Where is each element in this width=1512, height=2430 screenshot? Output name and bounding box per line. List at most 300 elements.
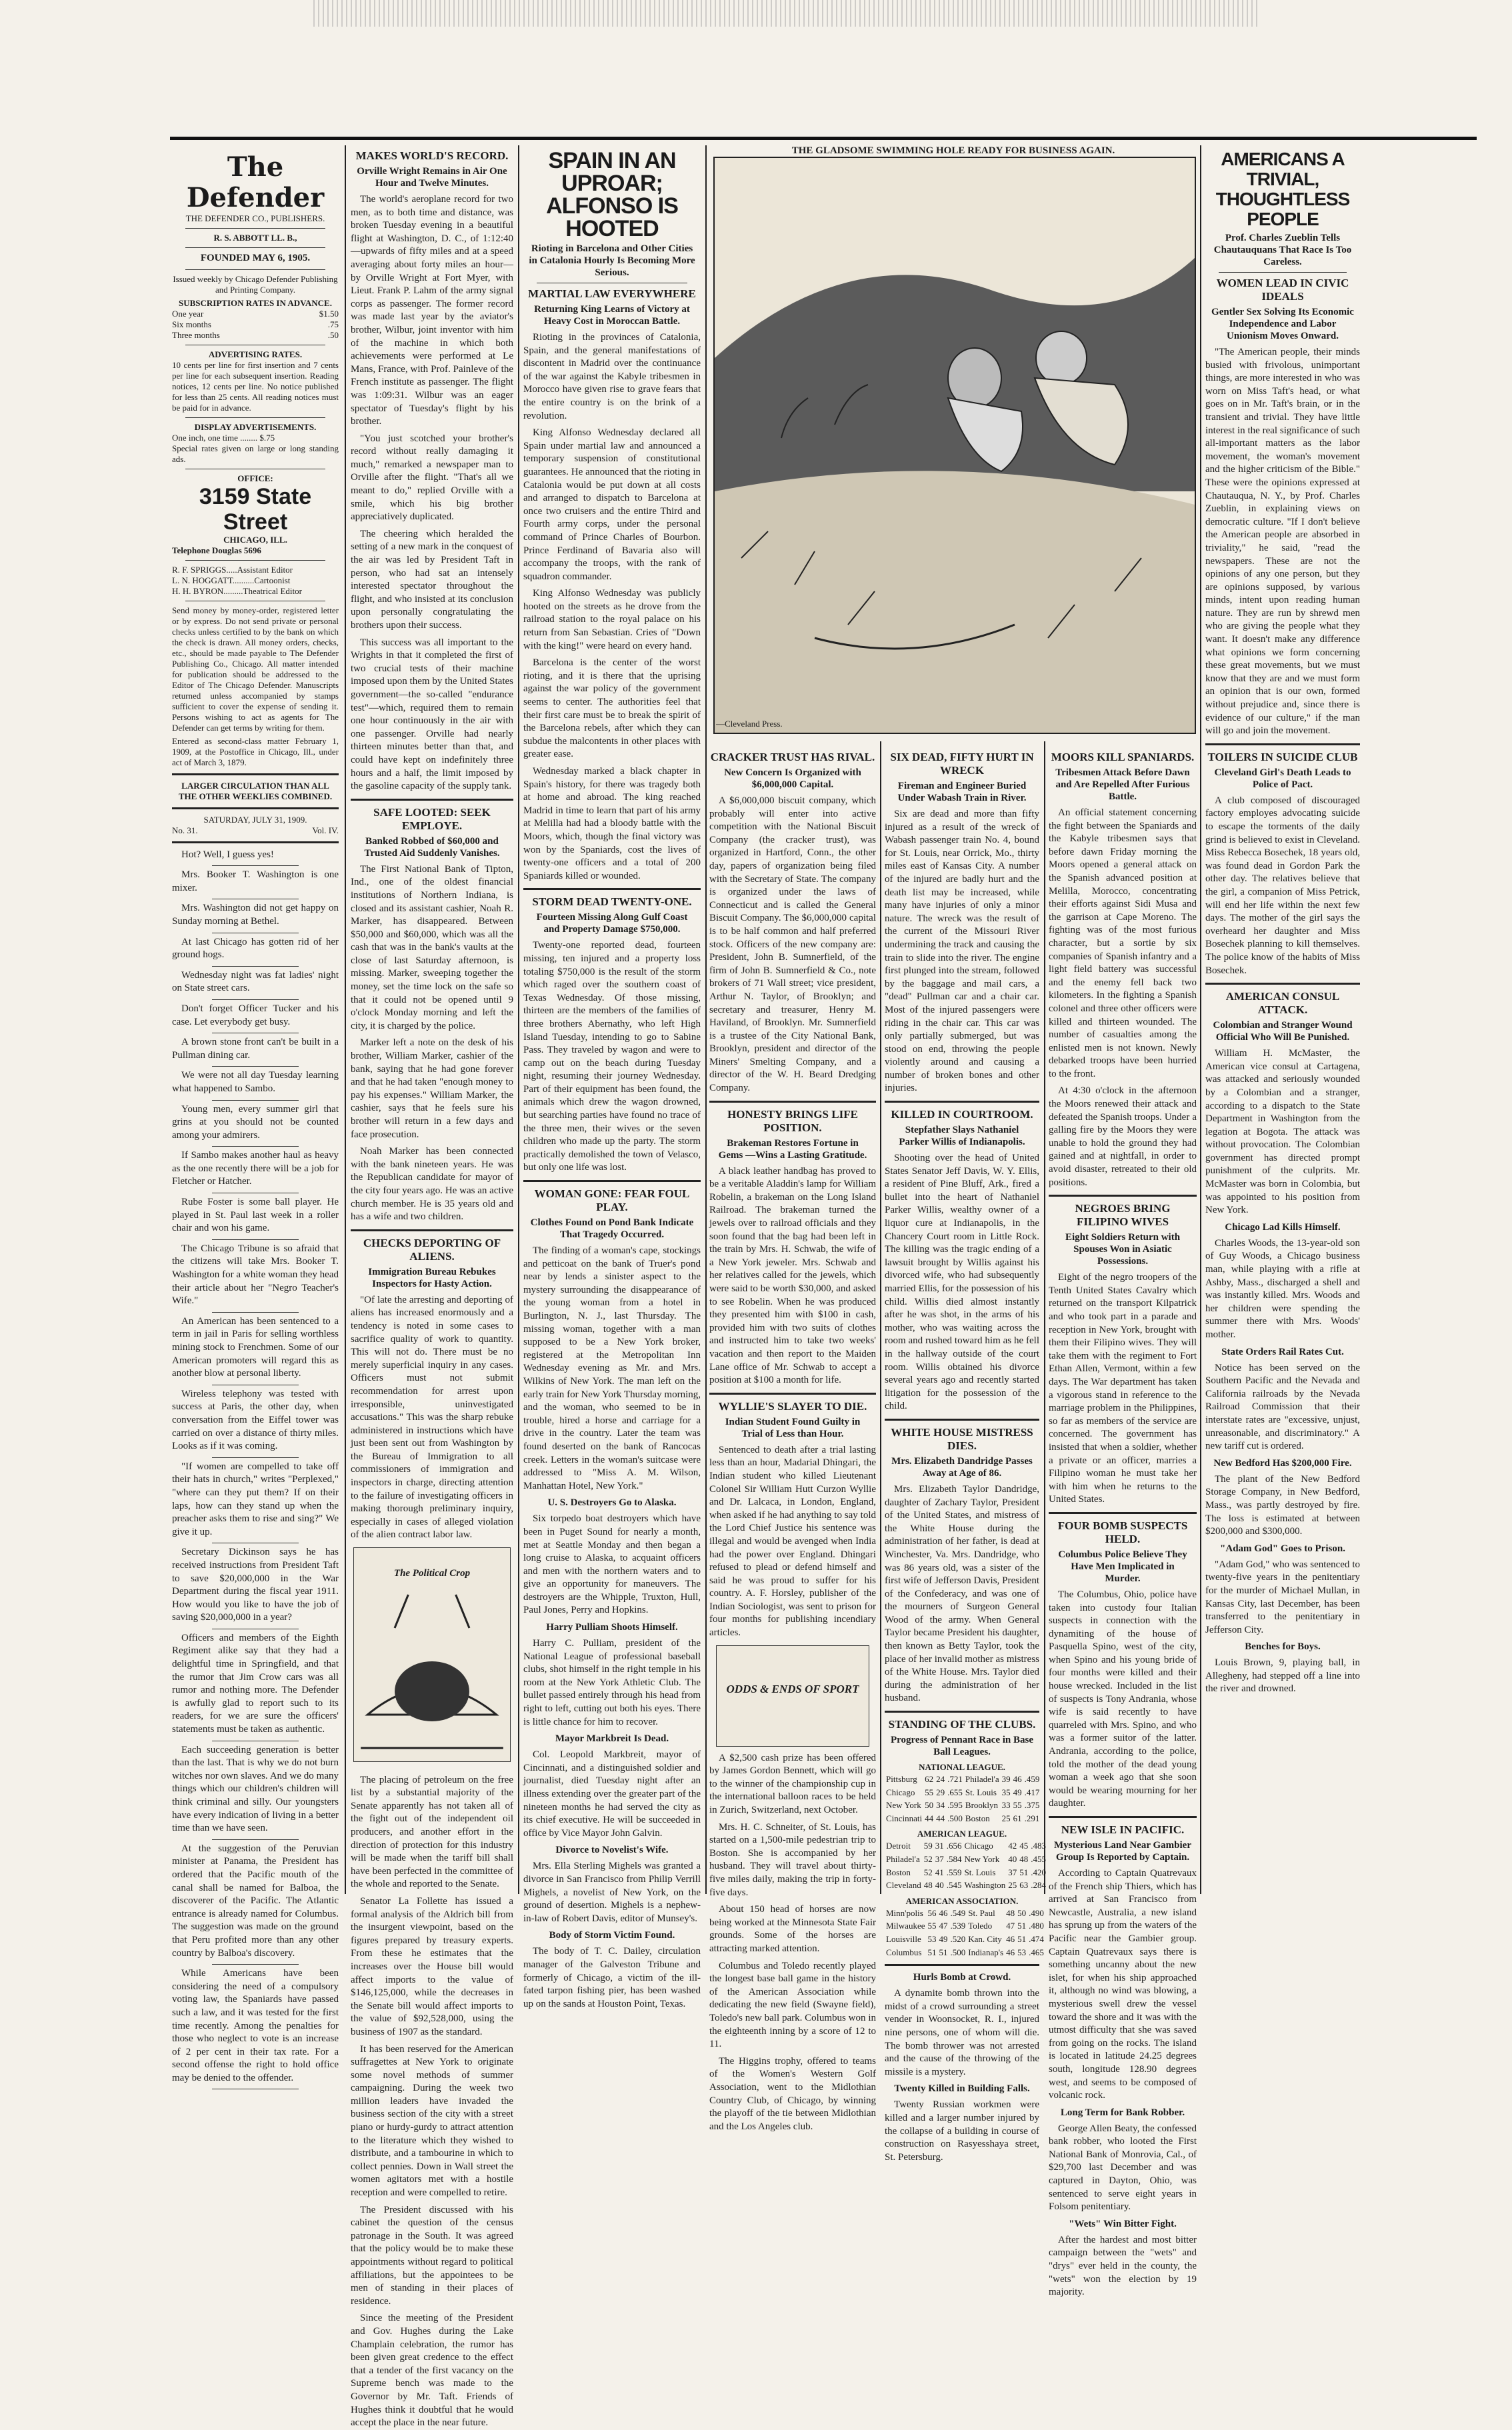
table-cell: .375 <box>1024 1800 1040 1811</box>
brief: Col. Leopold Markbreit, mayor of Cincinnati, and a distinguished soldier and journalist, died Tuesday night after an illness extending over the greater part of the nineteen months he had served the city as its chief executive. He will be succeeded in office by Vice Mayor John Galvin. <box>523 1749 701 1839</box>
brief: Charles Woods, the 13-year-old son of Guy Woods, a Chicago business man, while playing with a rifle at Ashby, Mass., discharged a shell and was instantly killed. Mrs. Woods and her children were spending the summer there with Mrs. Woods' mother. <box>1205 1237 1360 1340</box>
paragraph: Mrs. Elizabeth Taylor Dandridge, daughter of Zachary Taylor, President of the United States, and mistress of the White House during the administration of her father, is dead at Winchester, Va. Mrs. Dandridge, who was 86 years old, was a sister of the first wife of Jefferson Davis, President of the Confederacy, and was one of the mourners of Surgeon General Wood of the army. When General Taylor became President his daughter, then known as Betty Taylor, took the place of her invalid mother as mistress of the White House. Mrs. Taylor died during the administration of her husband. <box>885 1483 1039 1704</box>
paragraph: A $2,500 cash prize has been offered by James Gordon Bennett, which will go to the winner of the championship cup in the international balloon races to be held in Zurich, Switzerland, next October. <box>709 1752 876 1816</box>
paragraph: Senator La Follette has issued a formal analysis of the Aldrich bill from the insurgent viewpoint, based on the figures prepared by treasury experts. From these he estimates that the increases over the House bill would affect imports to the value of $146,125,000, while the decreases in the Senate bill would affect imports to the value of $92,528,000, using the business of 1907 as the standard. <box>351 1895 513 2037</box>
headline: FOUR BOMB SUSPECTS HELD. <box>1057 1519 1188 1545</box>
paragraph: Marker left a note on the desk of his brother, William Marker, cashier of the bank, saying that he had gone forever and that he had taken "enough money to pay his expenses." William Marker, the cashier, says that he feels sure his brother will return in a few days and face prosecution. <box>351 1037 513 1140</box>
table-cell: Columbus <box>886 1947 922 1957</box>
headline: WYLLIE'S SLAYER TO DIE. <box>718 1399 867 1413</box>
headline: CRACKER TRUST HAS RIVAL. <box>710 751 875 763</box>
headline: MARTIAL LAW EVERYWHERE <box>528 287 696 300</box>
paragraph: The cheering which heralded the setting of a new mark in the conquest of the air was led by President Taft in person, who had sat an intensely interested spectator throughout the flight, and who insisted at its conclusion upon personally congratulating the brothers upon their success. <box>351 528 513 631</box>
masthead-title: The Defender <box>186 151 325 213</box>
column-rule <box>518 145 519 1894</box>
league-name: NATIONAL LEAGUE. <box>919 1762 1005 1773</box>
headline: WOMAN GONE: FEAR FOUL PLAY. <box>534 1187 690 1214</box>
paragraph: Twenty-one reported dead, fourteen missing, ten injured and a property loss totaling $750,000 is the result of the storm which raged over the southern coast of Texas Wednesday. Of those missing, thirteen are the members of the families of three brothers Abernathy, who left High Island Tuesday, intending to go to Sabine Pass. They traveled by wagon and were to camp out on the beach during Tuesday night, resuming their journey Wednesday. Part of their equipment has been found, the animals which drew the wagon drowned, but searching parties have found no trace of the three men, their wives or the seven children who made up the party. The storm practically demolished the town of Velasco, but only one life was lost. <box>523 940 701 1173</box>
paragraph: This success was all important to the Wrights in that it completed the first of two crucial tests of their machine imposed upon them by the United States government—the so-called "endurance test"—which, required them to remain one hour continuously in the air with one passenger. Orville had nearly thirteen minutes better than that, and could have kept on indefinitely three hours and a half, the limit imposed by the gasoline capacity of the supply tank. <box>351 637 513 792</box>
table-cell: 34 <box>936 1800 945 1811</box>
issue-date: SATURDAY, JULY 31, 1909. <box>203 814 307 825</box>
table-cell: .549 <box>950 1907 966 1918</box>
table-cell: St. Louis <box>965 1787 997 1797</box>
article-body <box>709 795 876 1095</box>
headline: SIX DEAD, FIFTY HURT IN WRECK <box>890 751 1034 777</box>
table-row <box>885 1773 1041 1786</box>
table-cell: Chicago <box>964 1841 993 1851</box>
table-cell: 46 <box>1013 1774 1022 1785</box>
table-cell: 48 <box>923 1880 933 1891</box>
paragraph: According to Captain Quatrevaux of the French ship Thiers, which has arrived at San Francisco from Newcastle, Australia, a new island has sprung up from the waters of the Pacific near the Gambier group. Captain Quatrevaux says there is something uncanny about the new islet, for when his ship approached it, although no wind was blowing, a mysterious swell drew the vessel toward the shore and it was with the utmost difficulty that she was saved from going on the rocks. The island is located in latitude 24.25 degrees south, longitude 128.90 degrees west, and seems to be composed of volcanic rock. <box>1049 1868 1197 2101</box>
table-row <box>885 1786 1041 1799</box>
headline: WHITE HOUSE MISTRESS DIES. <box>891 1425 1033 1452</box>
table-cell: .545 <box>946 1880 962 1891</box>
table-cell: 53 <box>1017 1947 1027 1957</box>
subscription-head: SUBSCRIPTION RATES IN ADVANCE. <box>179 297 332 308</box>
table-cell: 42 <box>1008 1841 1017 1851</box>
paragraph: "You just scotched your brother's record without really damaging it much," remarked a newspaper man to Orville after the flight. "That's all we meant to do," replied Orville with a smile, which his big brother appreciatively duplicated. <box>351 433 513 523</box>
subheadline: Progress of Pennant Race in Base Ball Leagues. <box>890 1735 1033 1758</box>
headline: AMERICAN CONSUL ATTACK. <box>1225 990 1340 1017</box>
table-cell: Indianap's <box>968 1947 1004 1957</box>
paragraph: King Alfonso Wednesday declared all Spain under martial law and announced a temporary suspension of constitutional guarantees. He announced that the rioting in Catalonia would be put down at all costs and arranged to dispatch to Barcelona at once two cruisers and the entire Third and Fourth army corps, under the personal command of Prince Charles of Bourbon. Prince Ferdinand of Bavaria also will accompany the troops, with the rank of squadron commander. <box>523 427 701 582</box>
table-cell: 25 <box>1001 1813 1011 1823</box>
paragraph: The finding of a woman's cape, stockings and petticoat on the bank of Truer's pond near by lends a sinister aspect to the mystery surrounding the disappearance of the young woman from a hotel in Burlington, N. J., last Thursday. The missing woman, together with a man supposed to be a New York broker, registered at the Metropolitan Inn Wednesday evening as Mr. and Mrs. Wilkins of New York. The man left on the early train for New York Thursday morning, and the woman, who seemed to be in trouble, hired a horse and carriage for a drive in the country. Later the team was found deserted on the bank of Rancocas creek. Letters in the woman's suitcase were addressed to "Miss A. M. Wilson, Manhattan Hotel, New York." <box>523 1245 701 1491</box>
table-cell: .459 <box>1024 1774 1040 1785</box>
table-cell: 39 <box>1001 1774 1011 1785</box>
rate-price: .75 <box>327 319 339 329</box>
subheadline: Clothes Found on Pond Bank Indicate That Tragedy Occurred. <box>530 1217 694 1241</box>
rate-price: .50 <box>327 329 339 340</box>
paragraph: The Columbus, Ohio, police have taken into custody four Italian suspects in connection with the dynamiting of the house of Pasquella Spino, west of the city, when Spino and his young bride of four months were killed and their house wrecked. Included in the list of suspects is Tony Andrania, whose wife is said recently to have quarreled with Mrs. Spino, and who was a former suitor of the latter. Andrania, according to the police, told the mother of the dead young woman a week ago that she soon would be wearing mourning for her daughter. <box>1049 1589 1197 1809</box>
brief: Twenty Russian workmen were killed and a larger number injured by the collapse of a building in course of construction on Rasyesshaya street, St. Petersburg. <box>885 2099 1039 2163</box>
column-2 <box>351 145 513 2429</box>
table-cell: .474 <box>1029 1933 1044 1944</box>
table-cell: 37 <box>935 1854 944 1864</box>
subheadline: Gentler Sex Solving Its Economic Independence and Labor Unionism Moves Onward. <box>1211 307 1354 341</box>
table-row <box>885 1799 1041 1812</box>
table-cell: 51 <box>927 1947 937 1957</box>
table-cell: Minn'polis <box>886 1907 923 1918</box>
city: CHICAGO, ILL. <box>223 534 287 545</box>
headline-americans: AMERICANS A TRIVIAL, THOUGHTLESS PEOPLE <box>1215 149 1350 229</box>
subheadline: Colombian and Stranger Wound Official Who Will Be Punished. <box>1213 1020 1353 1043</box>
table-cell: 55 <box>1013 1800 1022 1811</box>
article-body <box>351 1294 513 1542</box>
subheadline: Cleveland Girl's Death Leads to Police of Pact. <box>1214 767 1351 790</box>
article-body <box>1049 1867 1197 2103</box>
article-body <box>1205 795 1360 977</box>
brief-head: Divorce to Novelist's Wife. <box>555 1845 669 1856</box>
article-body <box>885 1152 1039 1413</box>
table-cell: 31 <box>935 1841 944 1851</box>
table-cell: Cincinnati <box>886 1813 923 1823</box>
headline: NEGROES BRING FILIPINO WIVES <box>1075 1202 1171 1229</box>
table-cell: 41 <box>935 1867 944 1877</box>
rate-term: Three months <box>172 329 220 340</box>
table-cell: 47 <box>939 1921 948 1931</box>
paragraph: "The American people, their minds busied with frivolous, unimportant things, are more interested in who was worn on Miss Taft's head, or what goes on in Mr. Taft's brain, or in the transient and trivial. They have little interest in the real significance of such all-important matters as the labor movement, the woman's movement and the higher criticism of the Bible." These were the opinions expressed at Chautauqua, N. Y., by Prof. Charles Zueblin, in explaining views on democratic culture. "If I don't believe the American people are absorbed in triviality," he said, "read the newspapers. These are not the opinions of any one person, but they are opinions supposed, by various minds, intent upon reading human nature. They are run by shrewd men who are giving the people what they want. It doesn't make any difference what opinions we form concerning these great movements, but we must know that they are and we must form an opinion that is our own, formed without prejudice and, since there is evidence of our culture," if the man will go and join the movement. <box>1205 347 1360 737</box>
brief-head: Harry Pulliam Shoots Himself. <box>546 1622 678 1633</box>
subheadline: Orville Wright Remains in Air One Hour and Twelve Minutes. <box>357 166 507 189</box>
subheadline: Eight Soldiers Return with Spouses Won in Asiatic Possessions. <box>1065 1232 1181 1267</box>
volume: Vol. IV. <box>312 825 339 835</box>
editorial-briefs <box>172 849 339 2090</box>
paragraph: The President discussed with his cabinet the question of the census patronage in the South. It was agreed that the policy would be to make these appointments without regard to political affiliations, but the appointees to be men of standing in their places of residence. <box>351 2204 513 2307</box>
rate-row <box>172 309 339 319</box>
table-cell: 56 <box>927 1907 937 1918</box>
paragraph: At 4:30 o'clock in the afternoon the Moors renewed their attack and defeated the Spanish troops. Under a galling fire by the Moors they were unable to hold the ground they had gained and at nightfall, in order to avoid disaster, retreated to their old positions. <box>1049 1085 1197 1188</box>
table-cell: 61 <box>1013 1813 1022 1823</box>
subheadline: Mrs. Elizabeth Dandridge Passes Away at Age of 86. <box>891 1455 1033 1479</box>
cartoon-label: The Political Crop <box>393 1568 471 1579</box>
editorial-brief: Wednesday night was fat ladies' night on State street cars. <box>172 969 339 994</box>
standings-table <box>885 1839 1047 1891</box>
table-cell: .595 <box>947 1800 963 1811</box>
office-head: OFFICE: <box>237 473 273 483</box>
table-cell: 50 <box>1017 1907 1027 1918</box>
publisher: THE DEFENDER CO., PUBLISHERS. <box>185 213 325 223</box>
brief-head: Mayor Markbreit Is Dead. <box>555 1733 669 1745</box>
table-row <box>885 1946 1045 1959</box>
staff-member: L. N. HOGGATT..........Cartoonist <box>172 575 291 585</box>
editorial-brief: Mrs. Washington did not get happy on Sunday morning at Bethel. <box>172 903 339 927</box>
table-cell: .480 <box>1029 1921 1044 1931</box>
editorial-brief: At last Chicago has gotten rid of her ground hogs. <box>172 936 339 961</box>
standings-table <box>885 1907 1045 1959</box>
table-row <box>885 1866 1047 1879</box>
league-name: AMERICAN ASSOCIATION. <box>905 1895 1019 1906</box>
subheadline: Prof. Charles Zueblin Tells Chautauquans That Race Is Too Careless. <box>1213 233 1352 267</box>
table-cell: New York <box>886 1800 921 1811</box>
table-cell: .490 <box>1029 1907 1044 1918</box>
display-note: Special rates given on large or long standing ads. <box>172 443 339 464</box>
table-cell: Washington <box>964 1880 1006 1891</box>
article-body <box>351 863 513 1224</box>
table-cell: Kan. City <box>968 1933 1002 1944</box>
article-body <box>523 939 701 1175</box>
founder: R. S. ABBOTT LL. B., <box>213 233 297 243</box>
paragraph: A club composed of discouraged factory employes advocating suicide to escape the torments of the daily grind is believed to exist in Cleveland. Miss Rebecca Bosechek, 18 years old, was found dead in Gordon Park the other day. The relatives believe that the girl, a companion of Miss Petrick, will end her life within the next few days. The mother of the girl says the overheard her daughter and Miss Bosechek planning to kill themselves. The police know of the habits of Miss Bosechek. <box>1205 795 1360 976</box>
table-cell: 52 <box>923 1867 933 1877</box>
brief-head: Twenty Killed in Building Falls. <box>894 2083 1030 2095</box>
odds-and-ends-banner <box>716 1645 869 1747</box>
paragraph: Eight of the negro troopers of the Tenth United States Cavalry which returned on the transport Kilpatrick and who took part in a parade and reception in New York, brought with them their Filipino wives. They will take them with the regiment to Fort Ethan Allen, Vermont, within a few days. The War department has taken a vigorous stand in reference to the marriage problem in the Philippines, so far as members of the service are concerned. The government has insisted that when a soldier, whether a private or an officer, marries a Filipino woman he must take her with him when he returns to the United States. <box>1049 1272 1197 1505</box>
subheadline: Banked Robbed of $60,000 and Trusted Aid Suddenly Vanishes. <box>364 835 500 859</box>
illustration-title: THE GLADSOME SWIMMING HOLE READY FOR BUSINESS AGAIN. <box>791 145 1115 156</box>
headline: STORM DEAD TWENTY-ONE. <box>532 895 692 909</box>
table-cell: St. Paul <box>968 1907 995 1918</box>
headline: SAFE LOOTED: SEEK EMPLOYE. <box>373 805 491 832</box>
table-cell: Detroit <box>886 1841 911 1851</box>
table-cell: 63 <box>1019 1880 1029 1891</box>
table-cell: 55 <box>927 1921 937 1931</box>
table-row <box>885 1907 1045 1920</box>
table-cell: 50 <box>925 1800 934 1811</box>
table-cell: .465 <box>1029 1947 1044 1957</box>
editorial-brief: Don't forget Officer Tucker and his case. Let everybody get busy. <box>172 1003 339 1027</box>
rate-row <box>172 319 339 330</box>
table-cell: .500 <box>950 1947 966 1957</box>
column-rule <box>1200 145 1201 1894</box>
editorial-brief: Rube Foster is some ball player. He played in St. Paul last week in a roller chair and won his game. <box>172 1197 339 1234</box>
table-cell: .520 <box>950 1933 966 1944</box>
table-cell: 33 <box>1001 1800 1011 1811</box>
table-cell: Boston <box>965 1813 990 1823</box>
brief: Six torpedo boat destroyers which have been in Puget Sound for nearly a month, met at Seattle Monday and then began a long cruise to Alaska, to acquaint officers and men with the northern waters and to give an opportunity for maneuvers. The destroyers are the Whipple, Truxton, Hull, Paul Jones, Perry and Hopkins. <box>523 1513 701 1616</box>
article-body <box>1049 807 1197 1189</box>
brief: The plant of the New Bedford Storage Company, in New Bedford, Mass., was partly destroyed by fire. The loss is estimated at between $200,000 and $300,000. <box>1205 1473 1360 1537</box>
article-body <box>351 193 513 793</box>
table-cell: 51 <box>1019 1867 1029 1877</box>
table-cell: 55 <box>925 1787 934 1797</box>
paragraph: Barcelona is the center of the worst rioting, and it is there that the uprising against the war policy of the government seems to center. The authorities feel that their first care must be to break the spirit of the Barcelona rebels, after which they can subdue the malcontents in other places with greater ease. <box>523 657 701 760</box>
article-body <box>523 331 701 883</box>
column-5 <box>885 747 1047 2163</box>
table-cell: 46 <box>1006 1933 1015 1944</box>
brief-head: Body of Storm Victim Found. <box>549 1930 675 1941</box>
brief-head: Hurls Bomb at Crowd. <box>913 1972 1011 1983</box>
subheadline: Immigration Bureau Rebukes Inspectors for Hasty Action. <box>368 1266 496 1289</box>
table-cell: Chicago <box>886 1787 915 1797</box>
paragraph: A black leather handbag has proved to be a veritable Aladdin's lamp for William Robelin, a brakeman on the Long Island Railroad. The brakeman turned the jewels over to railroad officials and they soon found that the bag had been left in the train by Mrs. H. Schwab, the wife of a New York jeweler. Mrs. Schwab and her relatives called for the jewels, which were said to be worth $30,000, and asked to see Robelin. When he was produced they presented him with $100 in cash, provided him with two suits of clothes and instructed him to take two weeks' vacation and then report to the Maiden Lane office of Mr. Schwab to accept a position at $100 a month for life. <box>709 1165 876 1386</box>
brief-head: State Orders Rail Rates Cut. <box>1221 1346 1344 1357</box>
article-body <box>351 1774 513 2430</box>
table-cell: .655 <box>947 1787 963 1797</box>
staff-member: H. H. BYRON.........Theatrical Editor <box>172 585 302 596</box>
table-cell: 59 <box>923 1841 933 1851</box>
table-cell: Brooklyn <box>965 1800 999 1811</box>
table-cell: Boston <box>886 1867 911 1877</box>
office-address: 3159 State Street <box>199 483 312 535</box>
subheadline: Returning King Learns of Victory at Heavy Cost in Moroccan Battle. <box>534 304 690 327</box>
table-cell: .417 <box>1024 1787 1040 1797</box>
paragraph: About 150 head of horses are now being worked at the Minnesota State Fair grounds. Some of the horses are attracting marked attention. <box>709 1904 876 1954</box>
editorial-brief: While Americans have been considering the need of a compulsory voting law, the Spaniards have passed such a law, and it was tested for the first time recently. Among the penalties for those who neglect to vote is an increase of 2 per cent in their tax rate. For a second offense the right to hold office may be denied to the offender. <box>172 1968 339 2083</box>
paragraph: Rioting in the provinces of Catalonia, Spain, and the general manifestations of discontent in Madrid over the continuance of the war against the Kabyle tribesmen in Morocco have given rise to grave fears that the entire country is on the brink of a revolution. <box>523 332 701 421</box>
headline: KILLED IN COURTROOM. <box>891 1108 1033 1121</box>
subheadline: Indian Student Found Guilty in Trial of Less than Hour. <box>725 1416 861 1439</box>
paragraph: Shooting over the head of United States Senator Jeff Davis, W. Y. Ellis, a resident of Pine Bluff, Ark., fired a bullet into the heart of Nathaniel Parker Willis, wealthy owner of a liquor cure at Indianapolis, in the Chancery Court room in Little Rock. The killing was the tragic ending of a lawsuit brought by Willis against his divorced wife, who had subsequently married Ellis, for the possession of his child. Willis died almost instantly after he was shot, in the arms of his mother, who was waiting across the room and rushed toward him as he fell in the hallway outside of the court room. Willis obtained his divorce several years ago and recently started litigation for the possession of the child. <box>885 1153 1039 1412</box>
display-head: DISPLAY ADVERTISEMENTS. <box>194 421 317 432</box>
top-rule <box>170 137 1477 140</box>
brief-head: Chicago Lad Kills Himself. <box>1225 1221 1341 1233</box>
article-body <box>523 1245 701 1493</box>
table-cell: .584 <box>946 1854 962 1864</box>
headline: MOORS KILL SPANIARDS. <box>1051 751 1195 763</box>
table-cell: Cleveland <box>886 1880 921 1891</box>
column-rule <box>1044 741 1045 1894</box>
phone: Telephone Douglas 5696 <box>172 545 261 555</box>
column-rule <box>880 741 881 1894</box>
brief: The body of T. C. Dailey, circulation manager of the Galveston Tribune and formerly of Chicago, a victim of the ill-fated tarpon fishing pier, has been washed up on the sands at Houston Point, Texas. <box>523 1946 701 2009</box>
table-cell: Philadel'a <box>886 1854 920 1864</box>
paragraph: It has been reserved for the American suffragettes at New York to originate some novel methods of summer campaigning. During the week two million leaders have invaded the business section of the city with a street piano or hurdy-gurdy to attract attention to the literature which they wished to distribute, and a tambourine in which to collect pennies. Down in Wall street the women agitators met with a hostile reception and were compelled to retire. <box>351 2043 513 2199</box>
paragraph: The First National Bank of Tipton, Ind., one of the oldest financial institutions of Northern Indiana, is closed and its assistant cashier, Noah R. Marker, has disappeared. Between $50,000 and $60,000, which was all the cash that was in the bank's vaults at the close of last Saturday afternoon, is missing. Marker, sweeping together the money, set the time lock on the safe so that it could not be opened until 9 o'clock Monday morning and left the city, it is charged by the police. <box>351 863 513 1031</box>
paragraph: William H. McMaster, the American vice consul at Cartagena, was attacked and seriously wounded by a Colombian and a stranger, according to a dispatch to the State Department in Washington from the legation at Bogota. The attack was without provocation. The Colombian government has directed prompt punishment of the culprits. Mr. McMaster was born in Colombia, but was appointed to his position from New York. <box>1205 1048 1360 1216</box>
column-masthead <box>172 145 339 2083</box>
table-cell: Pittsburg <box>886 1774 917 1785</box>
table-cell: Milwaukee <box>886 1921 925 1931</box>
league-name: AMERICAN LEAGUE. <box>917 1829 1007 1839</box>
staff-member: R. F. SPRIGGS.....Assistant Editor <box>172 564 293 575</box>
headline: CHECKS DEPORTING OF ALIENS. <box>363 1236 501 1263</box>
table-cell: 51 <box>939 1947 948 1957</box>
odds-label: ODDS & ENDS OF SPORT <box>726 1682 859 1695</box>
table-cell: .284 <box>1031 1880 1047 1891</box>
table-cell: .483 <box>1031 1841 1047 1851</box>
circulation: LARGER CIRCULATION THAN ALL THE OTHER WEEKLIES COMBINED. <box>178 780 333 801</box>
brief-head: "Adam God" Goes to Prison. <box>1220 1543 1345 1554</box>
paragraph: King Alfonso Wednesday was publicly hooted on the streets as he drove from the railroad station to the royal palace on his return from San Sebastian. Cries of "Down with the king!" were heard on every hand. <box>523 588 701 651</box>
headline: WOMEN LEAD IN CIVIC IDEALS <box>1216 277 1349 303</box>
table-cell: .539 <box>950 1921 966 1931</box>
headline: TOILERS IN SUICIDE CLUB <box>1207 750 1358 763</box>
brief: Louis Brown, 9, playing ball, in Allegheny, had stepped off a line into the river and drowned. <box>1205 1657 1360 1695</box>
table-cell: 24 <box>936 1774 945 1785</box>
table-cell: 45 <box>1019 1841 1029 1851</box>
swimming-hole-illustration <box>713 157 1196 734</box>
table-cell: 48 <box>1019 1854 1029 1864</box>
paragraph: A $6,000,000 biscuit company, which probably will enter into active competition with the National Biscuit Company (the cracker trust), was organized in Hartford, Conn., the other day, papers of organization being filed with the Secretary of State. The company is organized under the laws of Connecticut and is called the General Biscuit Company. The $6,000,000 capital is to be half common and half preferred stock. Officers of the new company are: President, John B. Sumnerfield, of the firm of John B. Sumnerfield & Co., note brokers of 71 Wall street; vice president, Arthur N. Taylor, of Brooklyn; and secretary and treasurer, Henry M. Haviland, of Brooklyn. Mr. Sumnerfield is a trustee of the City National Bank, Brooklyn, president and director of the Miners' Smelting Company, and a director of the W. H. Beard Dredging Company. <box>709 795 876 1094</box>
table-row <box>885 1919 1045 1933</box>
table-cell: 53 <box>927 1933 937 1944</box>
paragraph: Columbus and Toledo recently played the longest base ball game in the history of the American Association while dedicating the new field (Swayne field), Toledo's new ball park. Columbus won in the eighteenth inning by a score of 12 to 11. <box>709 1960 876 2050</box>
rate-row <box>172 330 339 341</box>
subheadline: Rioting in Barcelona and Other Cities in Catalonia Hourly Is Becoming More Serious. <box>529 243 695 278</box>
table-cell: 47 <box>1006 1921 1015 1931</box>
table-cell: 40 <box>1008 1854 1017 1864</box>
table-cell: 51 <box>1017 1921 1027 1931</box>
table-cell: 25 <box>1008 1880 1017 1891</box>
article-body <box>885 808 1039 1095</box>
paragraph: The placing of petroleum on the free list by a substantial majority of the Senate apparently has not taken all of the fight out of the independent oil producers, and another effort in the direction of protection for this industry will be made when the tariff bill shall have been perfected in the committee of the whole and reported to the Senate. <box>351 1774 513 1890</box>
notice: Send money by money-order, registered letter or by express. Do not send private or personal checks unless certified to by the bank on which the check is drawn. All money orders, checks, etc., should be made payable to The Defender Publishing Co., Chicago. All matter intended for publication should be addressed to the Editor of The Chicago Defender. Manuscripts returned unless accompanied by stamps sufficient to cover the expense of sending it. Persons wishing to act as agents for The Defender can get terms by writing for them. <box>172 605 339 733</box>
table-cell: 37 <box>1008 1867 1017 1877</box>
advertising-text: 10 cents per line for first insertion and 7 cents per line for each subsequent insertion. Reading notices, 12 cents per line. No notice published for less than 25 cents. All reading notices must be paid for in advance. <box>172 359 339 413</box>
article-body <box>1049 1271 1197 1507</box>
paragraph: Sentenced to death after a trial lasting less than an hour, Madarial Dhingari, the Indian student who killed Lieutenant Colonel Sir William Hutt Curzon Wyllie and Dr. Lalcaca, in London, England, when asked if he had anything to say told the Lord Chief Justice his sentence was illegal and would be avenged when India had the power over England. Dhingari refused to plead or defend himself and said he was proud to suffer for his country. A. F. Horsley, publisher of the Indian Sociologist, was sent to prison for four months for publishing incendiary articles. <box>709 1444 876 1639</box>
scan-noise <box>313 0 1260 27</box>
paragraph: "Of late the arresting and deporting of aliens has increased enormously and a tendency is noted in some cases to sacrifice quality of work to quantity. This will not do. There must be no merely superficial inquiry in any cases. Officers must not submit recommendation for arrest upon irresponsible, uninvestigated accusations." This was the sharp rebuke administered in instructions which have just been sent out from Washington by the Bureau of Immigration to all commissioners of immigration and inspectors in charge, directing attention to the failure of investigating officers in making thorough preliminary inquiry, especially in cases of alleged violation of the alien contract labor law. <box>351 1294 513 1541</box>
column-3 <box>523 145 701 2009</box>
brief-head: "Wets" Win Bitter Fight. <box>1069 2218 1177 2229</box>
brief: Harry C. Pulliam, president of the National League of professional baseball clubs, shot himself in the right temple in his room at the New York Athletic Club. The bullet passed entirely through his head from right to left, cutting out both his eyes. There is little chance for him to recover. <box>523 1638 701 1727</box>
brief-head: U. S. Destroyers Go to Alaska. <box>547 1497 677 1509</box>
table-cell: .420 <box>1031 1867 1047 1877</box>
table-cell: 44 <box>925 1813 934 1823</box>
table-row <box>885 1879 1047 1892</box>
editorial-brief: Secretary Dickinson says he has received instructions from President Taft to save $20,000,000 in the War Department during the fiscal year 1911. How would you like to have the job of saving $20,000,000 in a year? <box>172 1547 339 1623</box>
table-cell: 40 <box>935 1880 944 1891</box>
article-body <box>1205 1047 1360 1217</box>
subheadline: Tribesmen Attack Before Dawn and Are Repelled After Furious Battle. <box>1055 767 1190 802</box>
brief-head: Benches for Boys. <box>1245 1641 1321 1653</box>
table-cell: 51 <box>1017 1933 1027 1944</box>
table-cell: .559 <box>946 1867 962 1877</box>
article-body <box>1049 1589 1197 1811</box>
rates-list <box>172 309 339 341</box>
brief: "Adam God," who was sentenced to twenty-five years in the penitentiary for the murder of Michael Mullan, in Kansas City, last December, has been transferred to the penitentiary in Jefferson City. <box>1205 1559 1360 1635</box>
table-cell: .721 <box>947 1774 963 1785</box>
table-cell: Philadel'a <box>965 1774 999 1785</box>
display-rate: One inch, one time ........ $.75 <box>172 432 275 443</box>
editorial-brief: "If women are compelled to take off their hats in church," writes "Perplexed," "where can they put them? If on their laps, how can they stand up when the preacher asks them to rise and sing?" We give it up. <box>172 1461 339 1537</box>
editorial-brief: Officers and members of the Eighth Regiment alike say that they had a delightful time in Springfield, and that the rumor that Jim Crow cars was all rumor and nothing more. The Defender is awfully glad to report such to its readers, for we are sure the officers' statements must be taken as authentic. <box>172 1632 339 1735</box>
editorial-brief: Each succeeding generation is better than the last. That is why we do not burn witches nor own slaves. And we do many things which our children's children will think criminal and silly. Our youngsters have every indication of living in a better time than we have seen. <box>172 1744 339 1834</box>
brief-head: New Bedford Has $200,000 Fire. <box>1213 1457 1352 1469</box>
column-6 <box>1049 747 1197 2298</box>
editorial-brief: Hot? Well, I guess yes! <box>181 849 274 860</box>
entered: Entered as second-class matter February 1, 1909, at the Postoffice in Chicago, Ill., under act of March 3, 1879. <box>172 735 339 767</box>
headline: MAKES WORLD'S RECORD. <box>355 149 509 162</box>
table-cell: 49 <box>939 1933 948 1944</box>
editorial-brief: We were not all day Tuesday learning what happened to Sambo. <box>172 1070 339 1094</box>
standings-table <box>885 1773 1041 1825</box>
editorial-brief: Wireless telephony was tested with success at Paris, the other day, when conversation from the Eiffel tower was carried on over a distance of thirty miles. Looks as if it was coming. <box>172 1388 339 1452</box>
headline-spain: SPAIN IN AN UPROAR; ALFONSO IS HOOTED <box>546 148 678 241</box>
paragraph: The Higgins trophy, offered to teams of the Women's Western Golf Association, went to the Midlothian Country Club, of Chicago, by winning the playoff of the tie between Midlothian and the Los Angeles club. <box>709 2055 876 2132</box>
article-body <box>885 1483 1039 1705</box>
table-row <box>885 1839 1047 1853</box>
headline: NEW ISLE IN PACIFIC. <box>1061 1823 1185 1836</box>
table-cell: .500 <box>947 1813 963 1823</box>
editorial-brief: The Chicago Tribune is so afraid that the citizens will take Mrs. Booker T. Washington for a white woman they head their article about her "Negro Teacher's Wife." <box>172 1243 339 1307</box>
editorial-brief: An American has been sentenced to a term in jail in Paris for selling worthless mining stock to Frenchmen. Some of our American promoters will regard this as another blow at personal liberty. <box>172 1315 339 1379</box>
brief: After the hardest and most bitter campaign between the "wets" and "drys" ever held in the county, the "wets" won the election by 19 majority. <box>1049 2234 1197 2298</box>
table-cell: 46 <box>1006 1947 1015 1957</box>
paragraph: Noah Marker has been connected with the bank nineteen years. He was the Republican candidate for mayor of the city four years ago. He was an active church member. He is 35 years old and has a wife and two children. <box>351 1146 513 1223</box>
table-cell: 49 <box>1013 1787 1022 1797</box>
brief: George Allen Beaty, the confessed bank robber, who looted the First National Bank of Monrovia, Cal., of $29,700 last December and was captured in Dayton, Ohio, was sentenced to serve eight years in Folsom penitentiary. <box>1049 2123 1197 2213</box>
subheadline: Brakeman Restores Fortune in Gems —Wins a Lasting Gratitude. <box>718 1137 867 1161</box>
editorial-brief: Mrs. Booker T. Washington is one mixer. <box>172 869 339 893</box>
brief-head: Long Term for Bank Robber. <box>1060 2107 1185 2118</box>
article-body <box>1205 346 1360 738</box>
paragraph: An official statement concerning the fight between the Spaniards and the Kabyle tribesmen says that before dawn Friday morning the Moors opened a general attack on the Spanish advanced position at Melilla, Morocco, concentrating their efforts against Sidi Musa and the garrison at Cape Moreno. The fighting was of the most furious character, but a sortie by six companies of Spanish infantry and a light field battery was successful and the enemy fell back two kilometers. In the fighting a Spanish colonel and three other officers were killed and thirteen wounded. The number of casualties among the enlisted men is not known. Newly debarked troops have been hurried to the front. <box>1049 807 1197 1079</box>
founded: FOUNDED MAY 6, 1905. <box>200 253 311 263</box>
staff-list <box>172 565 339 597</box>
subheadline: Fireman and Engineer Buried Under Wabash Train in River. <box>897 781 1027 803</box>
paragraph: Six are dead and more than fifty injured as a result of the wreck of Wabash passenger train No. 4, bound for St. Louis, near Orrick, Mo., thirty miles east of Kansas City. A number of the injured are badly hurt and the death list may be increased, while many have injuries of only a minor nature. The wreck was the result of the current of the Missouri River undermining the track and causing the train to slide into the river. The engine first plunged into the stream, followed by the baggage and mail cars, a "dead" Pullman car and a chair car. Most of the injured passengers were riding in the chair car. This car was only partially submerged, but was stood on end, throwing the people violently around and causing a number of broken bones and other injuries. <box>885 809 1039 1094</box>
editorial-brief: A brown stone front can't be built in a Pullman dining car. <box>172 1037 339 1061</box>
table-cell: 29 <box>936 1787 945 1797</box>
standings-tables <box>885 1762 1047 1959</box>
paragraph: The world's aeroplane record for two men, as to both time and distance, was broken Tuesday evening in a beautiful flight at Washington, D. C., of 1:12:40—upwards of fifty miles and at a speed averaging about forty miles an hour—by Orville Wright at Fort Myer, with Lieut. Frank P. Lahm of the army signal corps as passenger. The former record was made last year by the aviator's brother, Wilbur, joint inventor with him of the machine in which both achievements were performed at Le Mans, France, with Prof. Painleve of the French institute as passenger. The flight was 1:09:31. Wilbur was an eager spectator of Tuesday's flight by his brother. <box>351 194 513 427</box>
editorial-brief: If Sambo makes another haul as heavy as the one recently there will be a job for Fletcher or Hatcher. <box>172 1150 339 1187</box>
table-row <box>885 1853 1047 1866</box>
editorial-brief: At the suggestion of the Peruvian minister at Panama, the President has ordered that the Pacific mouth of the canal shall be named for Balboa, the discoverer of the Pacific. The Atlantic entrance is already named for Columbus. The suggestion was made on the ground that Peru profited more than any other country by Balboa's discovery. <box>172 1843 339 1959</box>
table-cell: .291 <box>1024 1813 1040 1823</box>
issue-number: No. 31. <box>172 825 198 835</box>
rate-term: Six months <box>172 319 211 329</box>
table-cell: .656 <box>946 1841 962 1851</box>
table-cell: St. Louis <box>964 1867 996 1877</box>
table-cell: Toledo <box>968 1921 993 1931</box>
rate-price: $1.50 <box>319 308 339 319</box>
table-cell: 62 <box>925 1774 934 1785</box>
headline: STANDING OF THE CLUBS. <box>888 1718 1036 1731</box>
issued: Issued weekly by Chicago Defender Publishing and Printing Company. <box>173 273 338 295</box>
advertising-head: ADVERTISING RATES. <box>208 349 303 359</box>
table-cell: .455 <box>1031 1854 1047 1864</box>
column-4 <box>709 747 876 2132</box>
paragraph: Mrs. H. C. Schneiter, of St. Louis, has started on a 1,500-mile pedestrian trip to Boston. She is accompanied by her husband. They will travel about thirty-five miles daily, making the trip in forty-five days. <box>709 1821 876 1898</box>
table-cell: 48 <box>1006 1907 1015 1918</box>
article-body <box>709 1165 876 1387</box>
paragraph: Since the meeting of the President and Gov. Hughes during the Lake Champlain celebration, the rumor has been given great credence to the effect that a tender of the first vacancy on the Supreme bench was made to the Governor by Mr. Taft. Friends of Hughes think it doubtful that he would accept the place in the near future. <box>351 2313 513 2429</box>
article-body <box>709 1444 876 1640</box>
table-cell: 35 <box>1001 1787 1011 1797</box>
